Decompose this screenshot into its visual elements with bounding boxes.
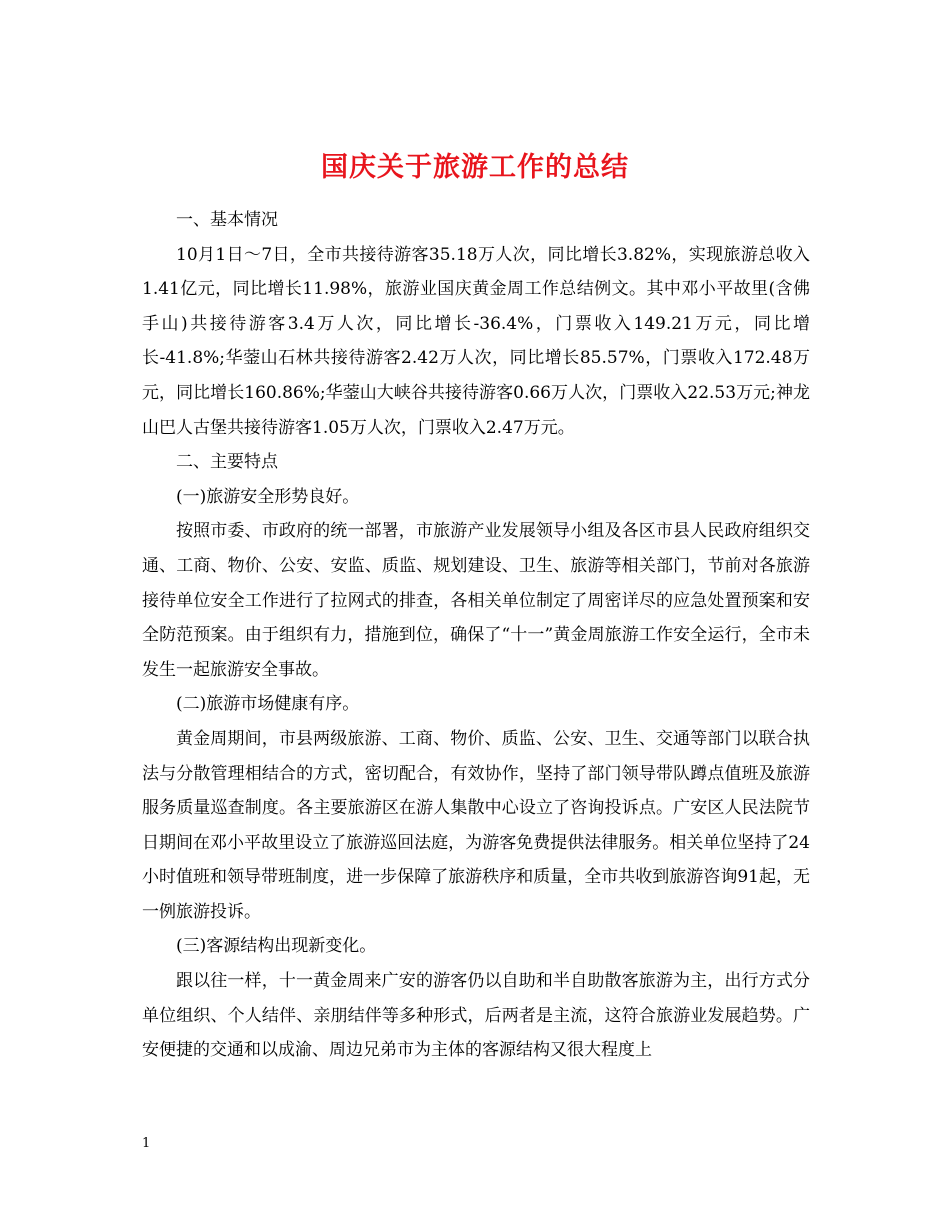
document-title: 国庆关于旅游工作的总结 xyxy=(321,152,629,184)
page-number: 1 xyxy=(142,1136,151,1151)
subheading-market-order: (二)旅游市场健康有序。 xyxy=(176,694,360,715)
paragraph-visitor-structure: 跟以往一样，十一黄金周来广安的游客仍以自助和半自助散客旅游为主，出行方式分单位组织、个人结伴、亲朋结伴等多种形式，后两者是主流，这符合旅游业发展趋势。广安便捷的交通和以成渝、周边兄弟市为主体的客源结构又很大程度上 xyxy=(142,971,810,1061)
paragraph-statistics: 10月1日～7日，全市共接待游客35.18万人次，同比增长3.82%，实现旅游总收入1.41亿元，同比增长11.98%，旅游业国庆黄金周工作总结例文。其中邓小平故里(含佛手山)共接待游客3.4万人次，同比增长-36.4%，门票收入149.21万元，同比增长-41.8%;华蓥山石林共接待游客2.42万人次，同比增长85.57%，门票收入172.48万元，同比增长160.86%;华蓥山大峡谷共接待游客0.66万人次，门票收入22.53万元;神龙山巴人古堡共接待游客1.05万人次，门票收入2.47万元。 xyxy=(142,244,810,438)
section-heading-basic-situation: 一、基本情况 xyxy=(176,210,278,230)
subheading-visitor-structure: (三)客源结构出现新变化。 xyxy=(176,936,377,957)
paragraph-safety: 按照市委、市政府的统一部署，市旅游产业发展领导小组及各区市县人民政府组织交通、工商、物价、公安、安监、质监、规划建设、卫生、旅游等相关部门，节前对各旅游接待单位安全工作进行了拉网式的排查，各相关单位制定了周密详尽的应急处置预案和安全防范预案。由于组织有力，措施到位，确保了“十一”黄金周旅游工作安全运行，全市未发生一起旅游安全事故。 xyxy=(142,521,810,680)
document-body xyxy=(142,203,810,1068)
section-heading-main-features: 二、主要特点 xyxy=(176,452,278,473)
subheading-safety: (一)旅游安全形势良好。 xyxy=(176,486,360,507)
paragraph-market-order: 黄金周期间，市县两级旅游、工商、物价、质监、公安、卫生、交通等部门以联合执法与分散管理相结合的方式，密切配合，有效协作，坚持了部门领导带队蹲点值班及旅游服务质量巡查制度。各主要旅游区在游人集散中心设立了咨询投诉点。广安区人民法院节日期间在邓小平故里设立了旅游巡回法庭，为游客免费提供法律服务。相关单位坚持了24小时值班和领导带班制度，进一步保障了旅游秩序和质量，全市共收到旅游咨询91起，无一例旅游投诉。 xyxy=(142,728,810,922)
